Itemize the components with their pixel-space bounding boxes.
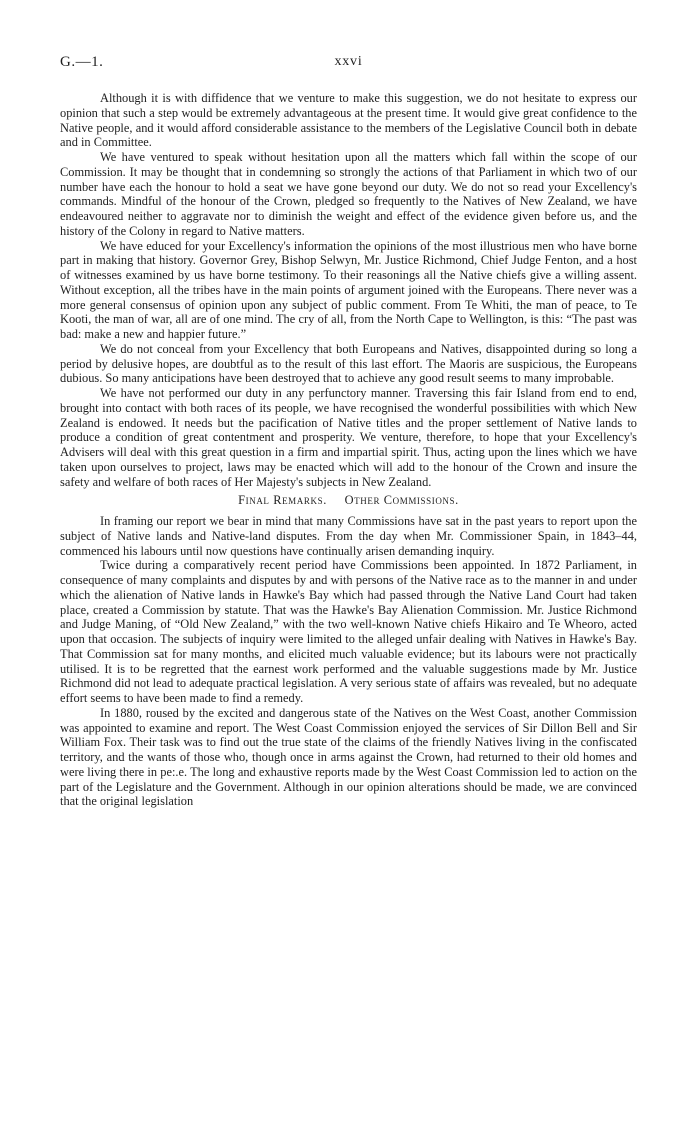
paragraph: We have not performed our duty in any perfunctory manner. Traversing this fair Island from end to end, brought into contact with both races of its people, we have recognised the wonderful possibilities with which New Zealand is endowed. It needs but the pacification of Native titles and the proper settlement of Native lands to produce a condition of great contentment and prosperity. We venture, therefore, to hope that your Excellency's Advisers will deal with this great question in a firm and impartial spirit. Thus, acting upon the lines which we have taken upon ourselves to project, laws may be enacted which will add to the honour of the Crown and insure the safety and welfare of both races of Her Majesty's subjects in New Zealand. <box>60 386 637 489</box>
section-heading-other-commissions: Other Commissions. <box>344 493 459 508</box>
page-number: xxvi <box>334 54 363 69</box>
paragraph: We have ventured to speak without hesitation upon all the matters which fall within the scope of our Commission. It may be thought that in condemning so strongly the actions of that Parliament in which two of our number have each the honour to hold a seat we have gone beyond our duty. We do not so read your Excellency's commands. Mindful of the honour of the Crown, pledged so frequently to the Natives of New Zealand, we have endeavoured neither to aggravate nor to diminish the weight and effect of the evidence given before us, and the history of the Colony in regard to Native matters. <box>60 150 637 238</box>
section-heading <box>60 489 637 514</box>
section-heading-final-remarks: Final Remarks. <box>238 493 327 508</box>
page-id: G.—1. <box>60 54 104 70</box>
paragraph: Twice during a comparatively recent period have Commissions been appointed. In 1872 Parliament, in consequence of many complaints and disputes by and with persons of the Native race as to the manner in and under which the alienation of Native lands in Hawke's Bay which had passed through the Native Land Court had taken place, created a Commission by statute. That was the Hawke's Bay Alienation Commission. Mr. Justice Richmond and Judge Maning, of “Old New Zealand,” with the two well-known Native chiefs Hikairo and Te Wheoro, acted upon that occasion. The subjects of inquiry were limited to the alleged unfair dealing with Natives in Hawke's Bay. That Commission sat for many months, and elicited much valuable evidence; but its labours were not practically utilised. It is to be regretted that the earnest work performed and the valuable suggestions made by Mr. Justice Richmond did not lead to adequate practical legislation. A very serious state of affairs was revealed, but no adequate effort seems to have been made to find a remedy. <box>60 558 637 705</box>
document-body <box>60 91 637 809</box>
page-header <box>60 54 637 76</box>
paragraph: We do not conceal from your Excellency that both Europeans and Natives, disappointed during so long a period by delusive hopes, are doubtful as to the result of this last effort. The Maoris are suspicious, the Europeans dubious. So many anticipations have been destroyed that to achieve any good result seems to many improbable. <box>60 341 637 386</box>
paragraph: In framing our report we bear in mind that many Commissions have sat in the past years to report upon the subject of Native lands and Native-land disputes. From the day when Mr. Commissioner Spain, in 1843–44, commenced his labours until now questions have continually arisen demanding inquiry. <box>60 514 637 558</box>
paragraph: In 1880, roused by the excited and dangerous state of the Natives on the West Coast, another Commission was appointed to examine and report. The West Coast Commission enjoyed the services of Sir Dillon Bell and Sir William Fox. Their task was to find out the true state of the claims of the friendly Natives living in the confiscated territory, and the wants of those who, though once in arms against the Crown, had returned to their old homes and were living there in pe:.e. The long and exhaustive reports made by the West Coast Commission led to action on the part of the Legislature and the Government. Although in our opinion alterations should be made, we are convinced that the original legislation <box>60 705 637 809</box>
paragraph: We have educed for your Excellency's information the opinions of the most illustrious men who have borne part in making that history. Governor Grey, Bishop Selwyn, Mr. Justice Richmond, Chief Judge Fenton, and a host of witnesses examined by us have borne testimony. To their reasonings all the Native chiefs give a willing assent. Without exception, all the tribes have in the main points of argument joined with the Europeans. There never was a more general consensus of opinion upon any subject of public comment. From Te Whiti, the man of peace, to Te Kooti, the man of war, all are of one mind. The cry of all, from the North Cape to Wellington, is this: “The past was bad: make a new and happier future.” <box>60 238 637 341</box>
paragraph: Although it is with diffidence that we venture to make this suggestion, we do not hesitate to express our opinion that such a step would be extremely advantageous at the present time. It would give great confidence to the Native people, and it would afford considerable assistance to the members of the Legislative Council both in debate and in Committee. <box>60 91 637 150</box>
